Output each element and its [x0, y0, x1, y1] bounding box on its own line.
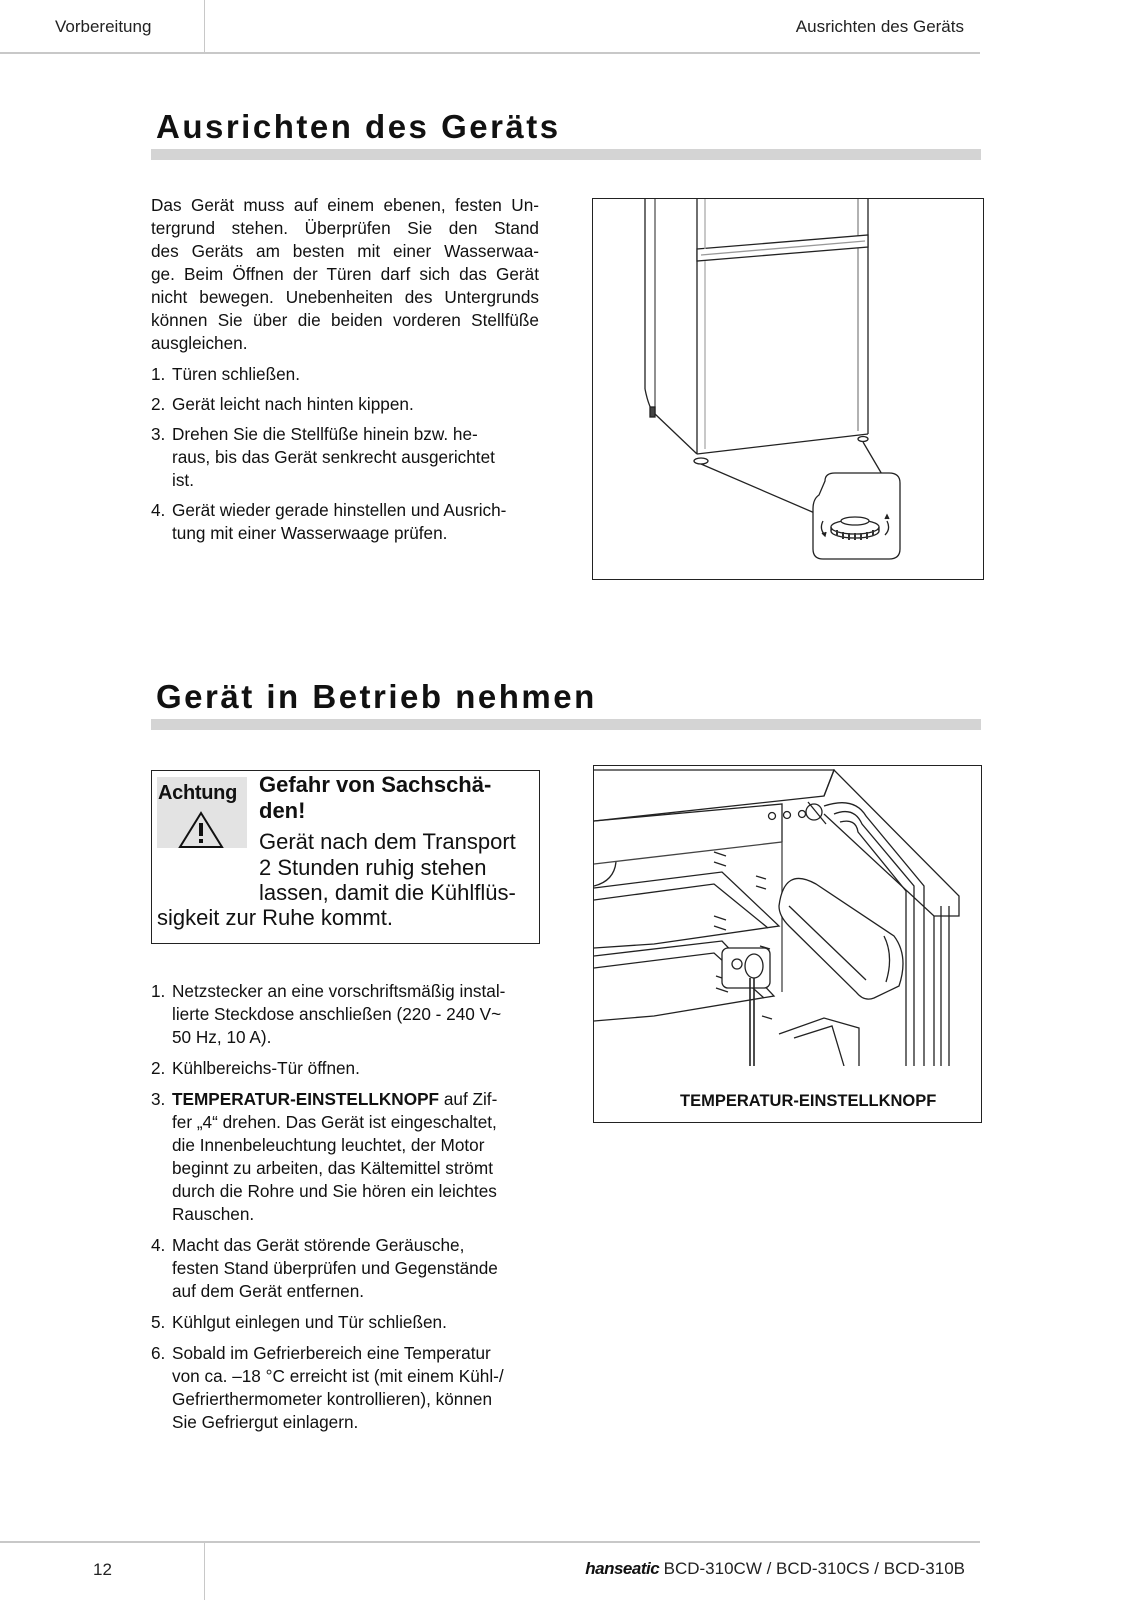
text-line: nicht bewegen. Unebenheiten des Untergrunds	[151, 287, 539, 307]
footer-divider-vertical	[204, 1542, 205, 1600]
fridge-leveling-illustration	[593, 199, 983, 579]
text-line: ge. Beim Öffnen der Türen darf sich das Gerät	[151, 264, 539, 284]
list-item: 2. Kühlbereichs-Tür öffnen.	[151, 1058, 360, 1078]
list-item: 4. Gerät wieder gerade hinstellen und Ausrich- tung mit einer Wasserwaage prüfen.	[151, 500, 507, 543]
warning-body: Gerät nach dem Transport 2 Stunden ruhig stehen lassen, damit die Kühlflüs-	[259, 829, 516, 905]
list-item: 6. Sobald im Gefrierbereich eine Temperatur von ca. –18 °C erreicht ist (mit einem Kühl-/ Gefrierthermometer kontrollieren), können Sie Gefriergut einlagern.	[151, 1343, 504, 1432]
header-left: Vorbereitung	[55, 17, 152, 36]
header-rule	[0, 52, 980, 54]
thermostat-figure	[593, 765, 982, 1123]
figure-caption: TEMPERATUR-EINSTELLKNOPF	[680, 1092, 937, 1110]
startup-steps-list	[151, 980, 551, 1442]
list-item: 1. Netzstecker an eine vorschriftsmäßig instal- lierte Steckdose anschließen (220 - 240 V~ 50 Hz, 10 A).	[151, 981, 506, 1047]
footer-rule	[0, 1541, 980, 1543]
leveling-figure	[592, 198, 984, 580]
list-item: 2. Gerät leicht nach hinten kippen.	[151, 394, 414, 414]
warning-box	[151, 770, 540, 944]
brand-logo: hanseatic	[585, 1559, 660, 1578]
leveling-steps-list	[151, 363, 551, 553]
list-item: 3. Drehen Sie die Stellfüße hinein bzw. he- raus, bis das Gerät senkrecht ausgerichtet ist.	[151, 424, 495, 490]
header-divider-vertical	[204, 0, 205, 52]
header-right: Ausrichten des Geräts	[795, 17, 964, 36]
warning-label: Achtung	[158, 782, 237, 804]
section-title-bar	[151, 149, 981, 160]
text-line: ausgleichen.	[151, 333, 248, 353]
list-item: 1. Türen schließen.	[151, 364, 301, 384]
fridge-interior-illustration	[594, 766, 981, 1066]
text-line: des Geräts am besten mit einer Wasserwaa-	[151, 241, 539, 261]
section-title-bar	[151, 719, 981, 730]
warning-body-last: sigkeit zur Ruhe kommt.	[157, 905, 393, 930]
intro-paragraph	[151, 194, 539, 355]
text-line: Das Gerät muss auf einem ebenen, festen Un-	[151, 195, 539, 215]
text-line: tergrund stehen. Überprüfen Sie den Stand	[151, 218, 539, 238]
list-item: 5. Kühlgut einlegen und Tür schließen.	[151, 1312, 447, 1332]
model-numbers: BCD-310CW / BCD-310CS / BCD-310B	[663, 1559, 965, 1578]
text-line: können Sie über die beiden vorderen Stellfüße	[151, 310, 539, 330]
footer-model-line	[520, 1559, 965, 1579]
list-item: 3. TEMPERATUR-EINSTELLKNOPF auf Zif- fer „4“ drehen. Das Gerät ist eingeschaltet, die Innenbeleuchtung leuchtet, der Motor beginnt zu arbeiten, das Kältemittel strömt durch die Rohre und Sie hören ein leichtes Rauschen.	[151, 1089, 498, 1224]
warning-triangle-icon	[178, 811, 224, 854]
section-title: Ausrichten des Geräts	[156, 108, 561, 145]
page-number: 12	[93, 1560, 112, 1579]
list-item: 4. Macht das Gerät störende Geräusche, festen Stand überprüfen und Gegenstände auf dem Gerät entfernen.	[151, 1235, 498, 1301]
section-title: Gerät in Betrieb nehmen	[156, 678, 597, 715]
warning-heading: Gefahr von Sachschä- den!	[259, 772, 492, 823]
